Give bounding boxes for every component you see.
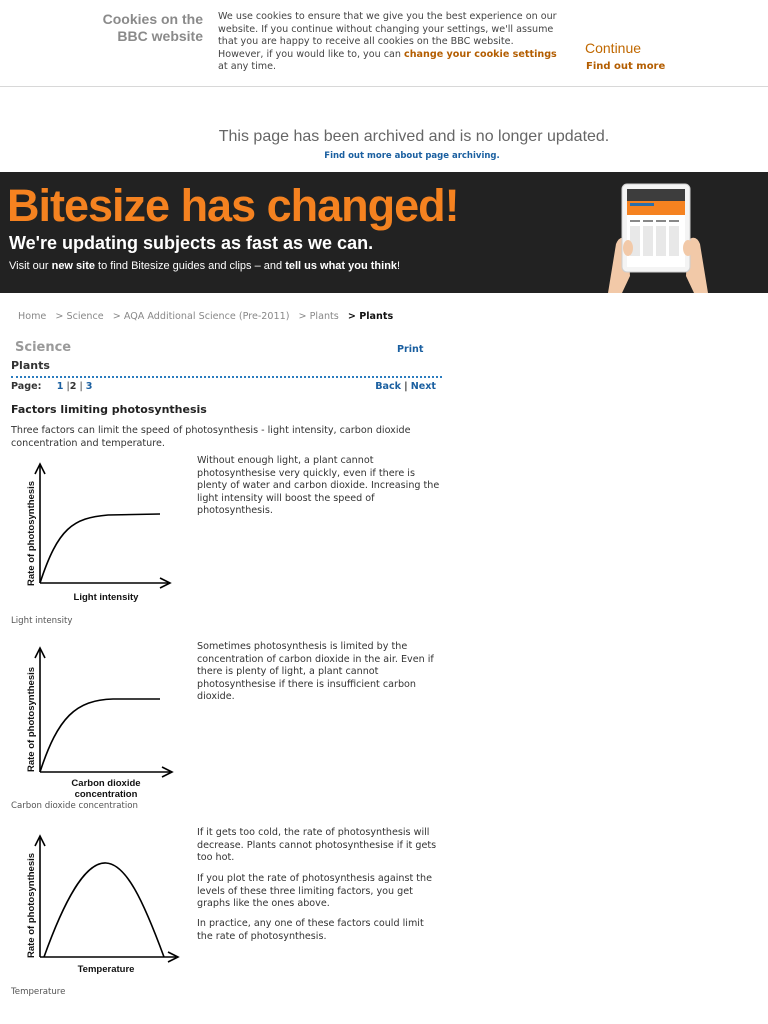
temperature-caption: Temperature — [11, 987, 66, 997]
cookie-banner — [0, 0, 768, 87]
breadcrumb-current: > Plants — [347, 311, 394, 322]
pager-label: Page: — [11, 381, 42, 392]
print-link[interactable]: Print — [397, 344, 424, 355]
intro-text: Three factors can limit the speed of photosynthesis - light intensity, carbon dioxide concentration and temperature. — [11, 425, 411, 449]
new-site-link[interactable]: new site — [51, 260, 95, 272]
graph-x-label: Temperature — [77, 964, 135, 975]
graph-x-label-line2: concentration — [74, 789, 138, 800]
cookie-settings-link[interactable]: change your cookie settings — [404, 48, 557, 60]
section-heading: Factors limiting photosynthesis — [11, 403, 207, 416]
graph-x-label: Light intensity — [73, 592, 139, 603]
banner-message: Visit our new site to find Bitesize guides and clips – and tell us what you think! — [9, 260, 401, 272]
graph-y-label: Rate of photosynthesis — [26, 480, 37, 586]
banner-headline: Bitesize has changed! — [7, 180, 459, 231]
graph-x-label-line1: Carbon dioxide — [71, 778, 141, 789]
breadcrumb-science[interactable]: > Science — [55, 311, 104, 322]
next-link[interactable]: Next — [410, 381, 436, 392]
temperature-text-2: If you plot the rate of photosynthesis against the levels of these three limiting factors, you get graphs like the ones above. — [197, 873, 433, 910]
co2-graph — [18, 642, 188, 800]
back-link[interactable]: Back — [375, 381, 402, 392]
cookie-title: Cookies on the BBC website — [102, 11, 203, 44]
divider — [11, 376, 442, 378]
temperature-graph — [18, 830, 188, 980]
cookie-find-out-more-link[interactable]: Find out more — [586, 61, 666, 72]
page-1-link[interactable]: 1 — [56, 381, 64, 392]
pager: Page: 1 |2 | 3 Back | Next — [11, 381, 436, 392]
archive-notice: This page has been archived and is no longer updated. — [218, 128, 610, 145]
banner-subhead: We're updating subjects as fast as we can. — [9, 233, 374, 253]
cookie-message: We use cookies to ensure that we give you the best experience on our website. If you continue without changing your settings, we'll assume that you are happy to receive all cookies on the BBC website. However, if you would like to, you can change your cookie settings at any time. — [218, 11, 557, 73]
page-2-current: 2 — [69, 381, 77, 392]
light-intensity-graph — [18, 458, 188, 608]
light-intensity-text: Without enough light, a plant cannot photosynthesise very quickly, even if there is plenty of water and carbon dioxide. Increasing the light intensity will boost the speed of photosynthesis. — [197, 455, 440, 517]
graph-y-label: Rate of photosynthesis — [26, 852, 37, 958]
tablet-illustration — [598, 176, 718, 293]
temperature-text-3: In practice, any one of these factors could limit the rate of photosynthesis. — [197, 918, 424, 942]
co2-caption: Carbon dioxide concentration — [11, 801, 138, 811]
temperature-text-1: If it gets too cold, the rate of photosynthesis will decrease. Plants cannot photosynthesise if it gets too hot. — [197, 827, 437, 864]
co2-text: Sometimes photosynthesis is limited by the concentration of carbon dioxide in the air. Even if there is plenty of light, a plant cannot photosynthesise if there is insufficient carbon dioxide. — [197, 641, 434, 703]
graph-y-label: Rate of photosynthesis — [26, 666, 37, 772]
light-intensity-caption: Light intensity — [11, 616, 73, 626]
breadcrumb-plants[interactable]: > Plants — [298, 311, 339, 322]
feedback-link[interactable]: tell us what you think — [285, 260, 398, 272]
bitesize-banner[interactable] — [0, 172, 768, 293]
subject-title: Science — [15, 340, 72, 355]
breadcrumb-home[interactable]: Home — [18, 311, 47, 322]
page-3-link[interactable]: 3 — [85, 381, 93, 392]
archive-info-link[interactable]: Find out more about page archiving. — [324, 151, 500, 161]
breadcrumb-aqa[interactable]: > AQA Additional Science (Pre-2011) — [112, 311, 290, 322]
cookie-continue-button[interactable]: Continue — [585, 40, 642, 56]
topic-title: Plants — [11, 359, 50, 372]
breadcrumb — [18, 311, 399, 322]
